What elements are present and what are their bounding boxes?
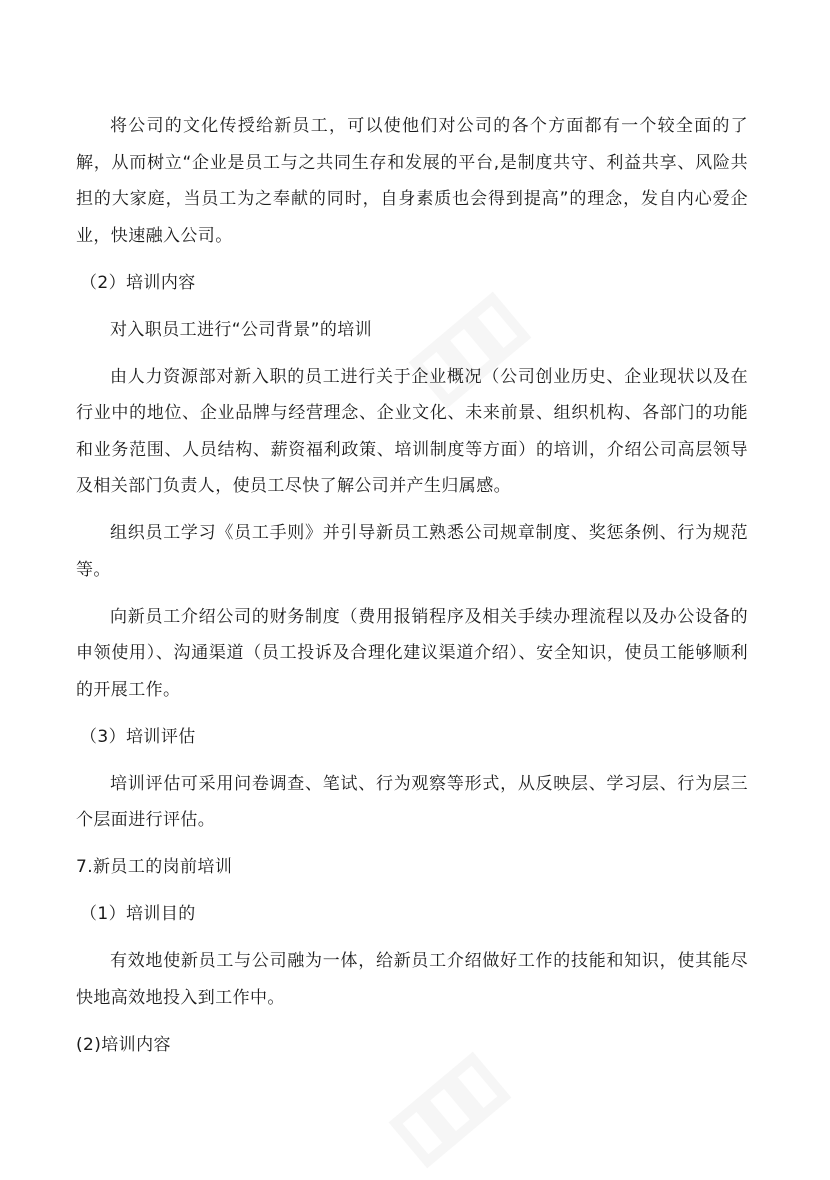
subheading-training-content: （2）培训内容 <box>80 272 196 293</box>
document-body <box>76 108 748 1074</box>
paragraph-employee-handbook: 组织员工学习《员工手则》并引导新员工熟悉公司规章制度、奖惩条例、行为规范等。 <box>76 523 748 580</box>
subheading-training-purpose: （1）培训目的 <box>80 904 196 924</box>
paragraph-company-background: 对入职员工进行“公司背景”的培训 <box>110 319 373 340</box>
paragraph-training-purpose: 有效地使新员工与公司融为一体，给新员工介绍做好工作的技能和知识，使其能尽快地高效地投入到工作中。 <box>76 951 748 1008</box>
paragraph-company-culture: 将公司的文化传授给新员工，可以使他们对公司的各个方面都有一个较全面的了解，从而树立“企业是员工与之共同生存和发展的平台,是制度共守、利益共享、风险共担的大家庭，当员工为之奉献的同时，自身素质也会得到提高”的理念，发自内心爱企业，快速融入公司。 <box>76 116 748 246</box>
section-heading-pre-job-training: 7.新员工的岗前培训 <box>76 857 233 877</box>
paragraph-finance-system: 向新员工介绍公司的财务制度（费用报销程序及相关手续办理流程以及办公设备的申领使用）、沟通渠道（员工投诉及合理化建议渠道介绍）、安全知识，使员工能够顺利的开展工作。 <box>76 606 748 700</box>
subheading-training-content-2: (2)培训内容 <box>76 1034 171 1055</box>
subheading-training-evaluation: （3）培训评估 <box>80 726 196 747</box>
paragraph-hr-overview: 由人力资源部对新入职的员工进行关于企业概况（公司创业历史、企业现状以及在行业中的地位、企业品牌与经营理念、企业文化、未来前景、组织机构、各部门的功能和业务范围、人员结构、薪资福利政策、培训制度等方面）的培训，介绍公司高层领导及相关部门负责人，使员工尽快了解公司并产生归属感。 <box>76 366 748 496</box>
paragraph-evaluation-methods: 培训评估可采用问卷调查、笔试、行为观察等形式，从反映层、学习层、行为层三个层面进行评估。 <box>76 773 748 830</box>
